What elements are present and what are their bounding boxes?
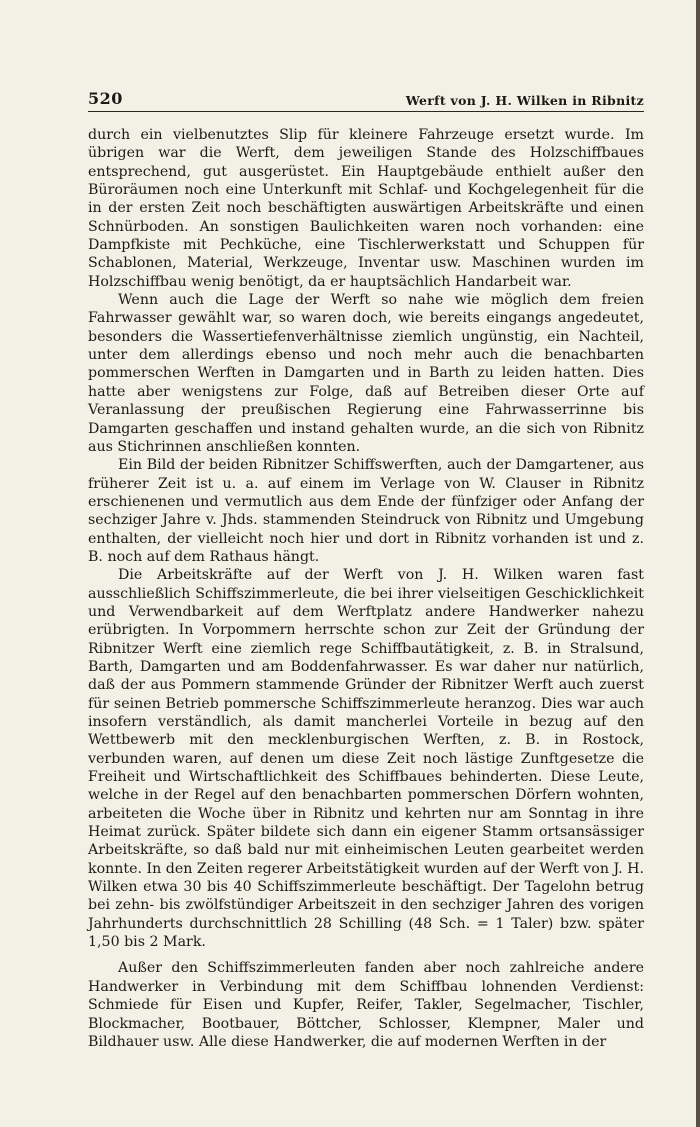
body-text (88, 126, 644, 1051)
paragraph: Außer den Schiffszimmerleuten fanden aber noch zahlreiche andere Handwerker in Verbindung mit dem Schiffbau lohnenden Verdienst: Schmiede für Eisen und Kupfer, Reifer, Takler, Segelmacher, Tischler, Blockmacher, Bootbauer, Böttcher, Schlosser, Klempner, Maler und Bildhauer usw. Alle diese Handwerker, die auf modernen Werften in der (88, 960, 644, 1050)
header-rule (88, 111, 644, 112)
paragraph: durch ein vielbenutztes Slip für kleinere Fahrzeuge ersetzt wurde. Im übrigen war die Werft, dem jeweiligen Stande des Holzschiffbaues entsprechend, gut ausgerüstet. Ein Hauptgebäude enthielt außer den Büroräumen noch eine Unterkunft mit Schlaf- und Kochgelegenheit für die in der ersten Zeit noch beschäftigten auswärtigen Arbeitskräfte und einen Schnürboden. An sonstigen Baulichkeiten waren noch vorhanden: eine Dampfkiste mit Pechküche, eine Tischlerwerkstatt und Schuppen für Schablonen, Material, Werkzeuge, Inventar usw. Maschinen wurden im Holzschiffbau wenig benötigt, da er hauptsächlich Handarbeit war. (88, 127, 644, 290)
running-head: Werft von J. H. Wilken in Ribnitz (405, 93, 644, 108)
paragraph: Wenn auch die Lage der Werft so nahe wie möglich dem freien Fahrwasser gewählt war, so waren doch, wie bereits eingangs angedeutet, besonders die Wassertiefenverhältnisse ziemlich ungünstig, ein Nachteil, unter dem allerdings ebenso und noch mehr auch die benachbarten pommerschen Werften in Damgarten und in Barth zu leiden hatten. Dies hatte aber wenigstens zur Folge, daß auf Betreiben dieser Orte auf Veranlassung der preußischen Regierung eine Fahrwasserrinne bis Damgarten geschaffen und instand gehalten wurde, an die sich von Ribnitz aus Stichrinnen anschließen konnten. (88, 292, 644, 455)
paragraph: Ein Bild der beiden Ribnitzer Schiffswerften, auch der Damgartener, aus früherer Zeit ist u. a. auf einem im Verlage von W. Clauser in Ribnitz erschienenen und vermutlich aus dem Ende der fünfziger oder Anfang der sechziger Jahre v. Jhds. stammenden Steindruck von Ribnitz und Umgebung enthalten, der vielleicht noch hier und dort in Ribnitz vorhanden ist und z. B. noch auf dem Rathaus hängt. (88, 457, 644, 565)
paragraph: Die Arbeitskräfte auf der Werft von J. H. Wilken waren fast ausschließlich Schiffszimmerleute, die bei ihrer vielseitigen Geschicklichkeit und Verwendbarkeit auf dem Werftplatz andere Handwerker nahezu erübrigten. In Vorpommern herrschte schon zur Zeit der Gründung der Ribnitzer Werft eine ziemlich rege Schiffbautätigkeit, z. B. in Stralsund, Barth, Damgarten und am Boddenfahrwasser. Es war daher nur natürlich, daß der aus Pommern stammende Gründer der Ribnitzer Werft auch zuerst für seinen Betrieb pommersche Schiffszimmerleute heranzog. Dies war auch insofern verständlich, als damit mancherlei Vorteile in bezug auf den Wettbewerb mit den mecklenburgischen Werften, z. B. in Rostock, verbunden waren, auf denen um diese Zeit noch lästige Zunftgesetze die Freiheit und Wirtschaftlichkeit des Schiffbaues behinderten. Diese Leute, welche in der Regel auf den benachbarten pommerschen Dörfern wohnten, arbeiteten die Woche über in Ribnitz und kehrten nur am Sonntag in ihre Heimat zurück. Später bildete sich dann ein eigener Stamm ortsansässiger Arbeitskräfte, so daß bald nur mit einheimischen Leuten gearbeitet werden konnte. In den Zeiten regerer Arbeitstätigkeit wurden auf der Werft von J. H. Wilken etwa 30 bis 40 Schiffszimmerleute beschäftigt. Der Tagelohn betrug bei zehn- bis zwölfstündiger Arbeitszeit in den sechziger Jahren des vorigen Jahrhunderts durchschnittlich 28 Schilling (48 Sch. = 1 Taler) bzw. später 1,50 bis 2 Mark. (88, 567, 644, 951)
page-header (88, 86, 644, 108)
page-number: 520 (88, 89, 123, 108)
